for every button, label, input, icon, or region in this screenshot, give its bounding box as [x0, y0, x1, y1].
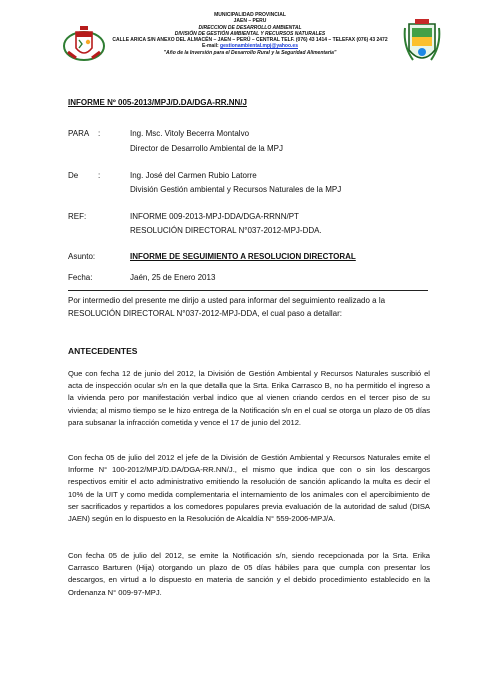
ref-line-1: INFORME 009-2013-MPJ-DDA/DGA-RRNN/PT	[130, 212, 299, 221]
separator-line	[68, 290, 428, 291]
email-link[interactable]: gestionambiental.mpj@yahoo.es	[220, 43, 298, 50]
de-title: División Gestión ambiental y Recursos Naturales de la MPJ	[130, 185, 342, 194]
letterhead-line-3: DIRECCION DE DESARROLLO AMBIENTAL	[198, 24, 302, 31]
para-title: Director de Desarrollo Ambiental de la MPJ	[130, 144, 283, 153]
de-label: De	[68, 171, 79, 180]
fecha-label: Fecha:	[68, 273, 93, 282]
ref-label: REF:	[68, 212, 87, 221]
para-colon: :	[98, 129, 101, 138]
asunto-label: Asunto:	[68, 252, 96, 261]
paragraph-2: Con fecha 05 de julio del 2012 el jefe de la División de Gestión Ambiental y Recursos Naturales emite el Informe N° 100-2012/MPJ/D.DA/DGA-RR.NN/J., el mismo que indica que con o sin los descargos respectivos emitir el acto administrativo emitiendo la resolución de sanción aplicando la multa es decir el 10% de la UIT y como medida complementaria el internamiento de los animales con el apercibimiento de ser sacrificados y repartidos a los comedores populares previa evaluación de la autoridad de salud (DISA JAEN) según en lo dispuesto en la Resolución de Alcaldía N° 559-2006-MPJ/A.	[68, 453, 430, 524]
ref-line-2: RESOLUCIÓN DIRECTORAL N°037-2012-MPJ-DDA.	[130, 226, 322, 235]
letterhead-line-2: JAEN – PERU	[233, 18, 267, 25]
letterhead-line-1: MUNICIPALIDAD PROVINCIAL	[214, 12, 286, 18]
email-prefix: E-mail:	[201, 43, 219, 50]
de-colon: :	[98, 171, 101, 180]
para-label: PARA	[68, 129, 90, 138]
para-name: Ing. Msc. Vitoly Becerra Montalvo	[130, 129, 250, 138]
paragraph-3: Con fecha 05 de julio del 2012, se emite la Notificación s/n, siendo recepcionada por la Srta. Erika Carrasco Barturen (Hija) otorgando un plazo de 05 días hábiles para que cumpla con presentar los descargos, en virtud a lo dispuesto en materia de sanción y el debido procedimiento establecido en la Ordenanza N° 009-97-MPJ.	[68, 551, 430, 597]
asunto-value: INFORME DE SEGUIMIENTO A RESOLUCION DIRECTORAL	[130, 252, 356, 261]
intro-paragraph: Por intermedio del presente me dirijo a usted para informar del seguimiento realizado a la RESOLUCIÓN DIRECTORAL N°037-2012-MPJ-DDA, el cual paso a detallar:	[68, 296, 386, 318]
letterhead-motto: "Año de la Inversión para el Desarrollo Rural y la Seguridad Alimentaria"	[163, 49, 337, 56]
fecha-value: Jaén, 25 de Enero 2013	[130, 273, 216, 282]
de-name: Ing. José del Carmen Rubio Latorre	[130, 171, 257, 180]
letterhead	[62, 12, 438, 56]
letterhead-address: CALLE ARICA S/N ANEXO DEL ALMACÉN – JAEN – PERÚ – CENTRAL TELF. (076) 43 1414 – TELEFAX (076) 43 2472	[112, 37, 388, 44]
informe-title: INFORME Nº 005-2013/MPJ/D.DA/DGA-RR.NN/J	[68, 98, 247, 107]
paragraph-1: Que con fecha 12 de junio del 2012, la División de Gestión Ambiental y Recursos Naturales suscribió el acta de inspección ocular s/n en la que detalla que la Srta. Erika Carrasco B, no ha permitido el ingreso a la vivienda pero por manifestación verbal indico que al vienen criando cerdos en el tercer piso de su vivienda; al mismo tiempo se le hizo entrega de la Notificación s/n en el cual se otorga un plazo de 05 días para subsanar la infracción cometida y vence el 17 de junio del 2012.	[68, 369, 430, 427]
letterhead-line-4: DIVISIÓN DE GESTIÓN AMBIENTAL Y RECURSOS NATURALES	[174, 30, 326, 37]
section-title-antecedentes: ANTECEDENTES	[68, 346, 138, 356]
